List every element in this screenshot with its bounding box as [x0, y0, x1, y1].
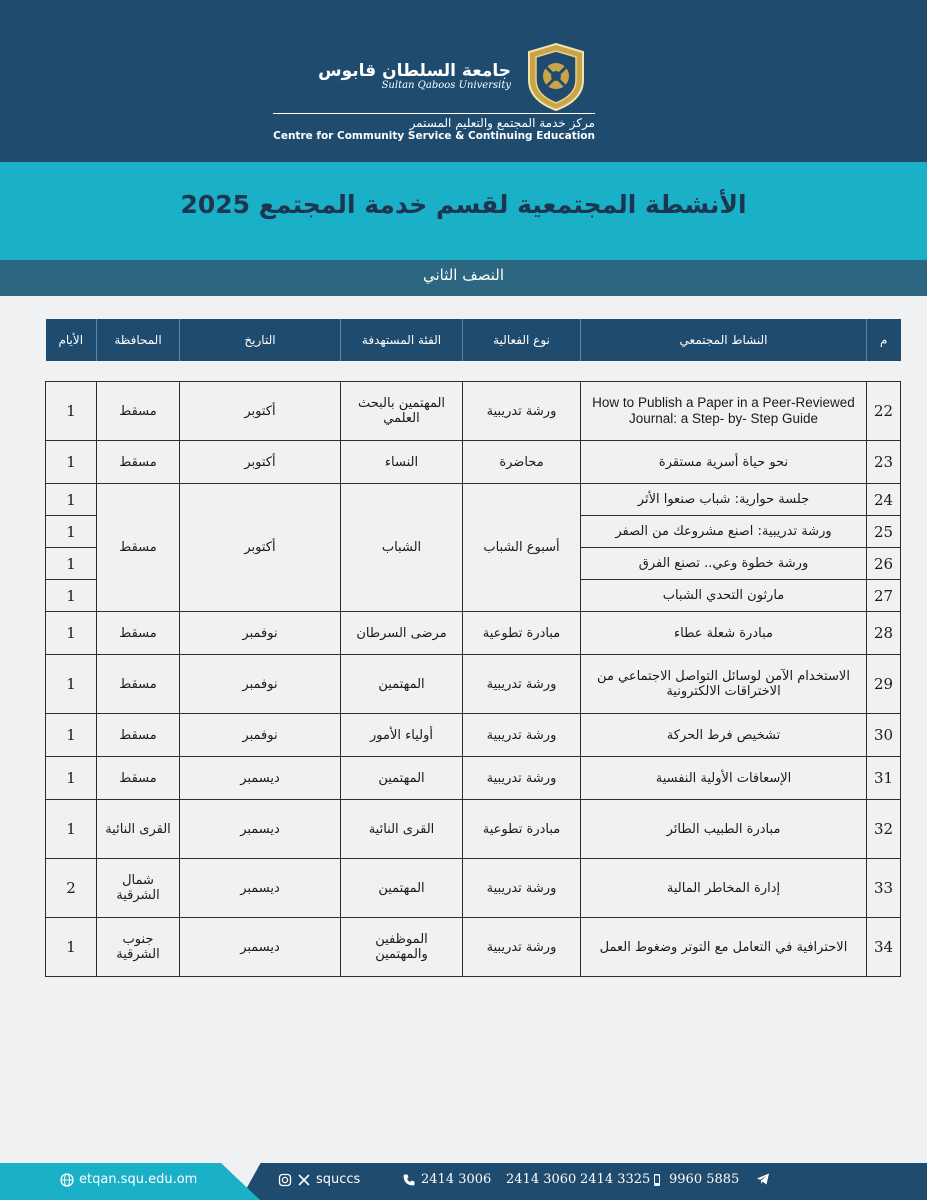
- cell-days: 1: [46, 655, 97, 714]
- cell-governorate: جنوب الشرقية: [97, 918, 180, 977]
- cell-num: 30: [867, 714, 901, 757]
- cell-days: 1: [46, 516, 97, 548]
- table-row: [46, 800, 901, 859]
- footer-telegram[interactable]: [756, 1172, 770, 1186]
- cell-days: 2: [46, 859, 97, 918]
- telegram-icon: [756, 1172, 770, 1186]
- phone-2: 2414 3060: [506, 1172, 577, 1187]
- cell-target: مرضى السرطان: [341, 612, 463, 655]
- cell-days: 1: [46, 612, 97, 655]
- cell-num: 34: [867, 918, 901, 977]
- university-name-ar: جامعة السلطان قابوس: [318, 60, 511, 81]
- cell-target: الموظفين والمهتمين: [341, 918, 463, 977]
- cell-type: ورشة تدريبية: [463, 757, 581, 800]
- cell-governorate: القرى النائية: [97, 800, 180, 859]
- globe-icon: [60, 1173, 74, 1187]
- cell-activity: ورشة خطوة وعي.. تصنع الفرق: [581, 548, 867, 580]
- footer-whatsapp: [650, 1172, 739, 1187]
- cell-activity: إدارة المخاطر المالية: [581, 859, 867, 918]
- department-name-ar: مركز خدمة المجتمع والتعليم المستمر: [273, 113, 595, 130]
- cell-target: أولياء الأمور: [341, 714, 463, 757]
- cell-governorate: مسقط: [97, 757, 180, 800]
- cell-num: 32: [867, 800, 901, 859]
- cell-date: نوفمبر: [180, 612, 341, 655]
- cell-type: ورشة تدريبية: [463, 382, 581, 441]
- university-logo: [318, 42, 591, 112]
- header-governorate: المحافظة: [97, 319, 180, 361]
- cell-days: 1: [46, 580, 97, 612]
- department-title: [273, 113, 595, 142]
- x-icon: [297, 1173, 311, 1187]
- header-target: الفئة المستهدفة: [341, 319, 463, 361]
- cell-num: 22: [867, 382, 901, 441]
- cell-date: أكتوبر: [180, 441, 341, 484]
- cell-type: مبادرة تطوعية: [463, 800, 581, 859]
- cell-target: القرى النائية: [341, 800, 463, 859]
- activities-table: [45, 319, 900, 977]
- cell-days: 1: [46, 441, 97, 484]
- cell-days: 1: [46, 382, 97, 441]
- header-activity: النشاط المجتمعي: [581, 319, 867, 361]
- footer-phones: [402, 1172, 491, 1187]
- table-row: [46, 918, 901, 977]
- cell-num: 28: [867, 612, 901, 655]
- cell-type: ورشة تدريبية: [463, 655, 581, 714]
- cell-days: 1: [46, 757, 97, 800]
- cell-date: أكتوبر: [180, 382, 341, 441]
- table-header-row: [46, 319, 901, 361]
- social-handle[interactable]: squccs: [316, 1172, 361, 1187]
- cell-days: 1: [46, 548, 97, 580]
- cell-num: 25: [867, 516, 901, 548]
- phone-icon: [402, 1173, 416, 1187]
- cell-governorate: مسقط: [97, 612, 180, 655]
- cell-target: الشباب: [341, 484, 463, 612]
- cell-date: نوفمبر: [180, 714, 341, 757]
- cell-date: ديسمبر: [180, 918, 341, 977]
- footer-website[interactable]: [60, 1172, 197, 1187]
- table-row: [46, 441, 901, 484]
- cell-num: 33: [867, 859, 901, 918]
- header-days: الأيام: [46, 319, 97, 361]
- cell-num: 26: [867, 548, 901, 580]
- cell-activity: ورشة تدريبية: اصنع مشروعك من الصفر: [581, 516, 867, 548]
- cell-activity: How to Publish a Paper in a Peer-Reviewed Journal: a Step- by- Step Guide: [581, 382, 867, 441]
- cell-date: أكتوبر: [180, 484, 341, 612]
- cell-activity: الاستخدام الآمن لوسائل التواصل الاجتماعي من الاختراقات الالكترونية: [581, 655, 867, 714]
- cell-activity: جلسة حوارية: شباب صنعوا الأثر: [581, 484, 867, 516]
- whatsapp-number: 9960 5885: [669, 1172, 740, 1187]
- cell-target: المهتمين: [341, 859, 463, 918]
- table-row: [46, 714, 901, 757]
- header-type: نوع الفعالية: [463, 319, 581, 361]
- cell-type: مبادرة تطوعية: [463, 612, 581, 655]
- mobile-icon: [650, 1173, 664, 1187]
- university-crest-icon: [521, 42, 591, 112]
- cell-target: المهتمين بالبحث العلمي: [341, 382, 463, 441]
- footer: [0, 1163, 927, 1200]
- cell-activity: تشخيص فرط الحركة: [581, 714, 867, 757]
- page-subtitle: النصف الثاني: [422, 266, 505, 284]
- cell-governorate: مسقط: [97, 714, 180, 757]
- cell-governorate: مسقط: [97, 382, 180, 441]
- footer-social[interactable]: [278, 1172, 360, 1187]
- cell-type: أسبوع الشباب: [463, 484, 581, 612]
- cell-num: 29: [867, 655, 901, 714]
- cell-governorate: مسقط: [97, 441, 180, 484]
- cell-days: 1: [46, 918, 97, 977]
- cell-num: 23: [867, 441, 901, 484]
- table-row: [46, 859, 901, 918]
- table-row: [46, 484, 901, 516]
- cell-date: نوفمبر: [180, 655, 341, 714]
- cell-activity: الاحترافية في التعامل مع التوتر وضغوط العمل: [581, 918, 867, 977]
- cell-activity: الإسعافات الأولية النفسية: [581, 757, 867, 800]
- instagram-icon: [278, 1173, 292, 1187]
- cell-activity: مارثون التحدي الشباب: [581, 580, 867, 612]
- footer-phone-2: [506, 1172, 576, 1187]
- cell-date: ديسمبر: [180, 757, 341, 800]
- cell-type: محاضرة: [463, 441, 581, 484]
- header-num: م: [867, 319, 901, 361]
- cell-target: المهتمين: [341, 655, 463, 714]
- cell-governorate: مسقط: [97, 484, 180, 612]
- cell-days: 1: [46, 800, 97, 859]
- cell-num: 27: [867, 580, 901, 612]
- table-row: [46, 382, 901, 441]
- university-name-en: Sultan Qaboos University: [381, 79, 511, 91]
- cell-target: النساء: [341, 441, 463, 484]
- cell-type: ورشة تدريبية: [463, 918, 581, 977]
- cell-type: ورشة تدريبية: [463, 859, 581, 918]
- cell-date: ديسمبر: [180, 859, 341, 918]
- website-link[interactable]: etqan.squ.edu.om: [79, 1172, 198, 1187]
- cell-activity: مبادرة الطبيب الطائر: [581, 800, 867, 859]
- footer-phone-3: [580, 1172, 650, 1187]
- cell-type: ورشة تدريبية: [463, 714, 581, 757]
- cell-num: 31: [867, 757, 901, 800]
- department-name-en: Centre for Community Service & Continuing Education: [273, 130, 595, 142]
- table-row: [46, 612, 901, 655]
- cell-activity: نحو حياة أسرية مستقرة: [581, 441, 867, 484]
- cell-target: المهتمين: [341, 757, 463, 800]
- phone-3: 2414 3325: [580, 1172, 651, 1187]
- cell-num: 24: [867, 484, 901, 516]
- cell-governorate: شمال الشرقية: [97, 859, 180, 918]
- cell-date: ديسمبر: [180, 800, 341, 859]
- page-title: الأنشطة المجتمعية لقسم خدمة المجتمع 2025: [180, 190, 747, 219]
- cell-activity: مبادرة شعلة عطاء: [581, 612, 867, 655]
- cell-days: 1: [46, 484, 97, 516]
- cell-governorate: مسقط: [97, 655, 180, 714]
- phone-1: 2414 3006: [421, 1172, 492, 1187]
- table-row: [46, 655, 901, 714]
- header-date: التاريخ: [180, 319, 341, 361]
- cell-days: 1: [46, 714, 97, 757]
- table-row: [46, 757, 901, 800]
